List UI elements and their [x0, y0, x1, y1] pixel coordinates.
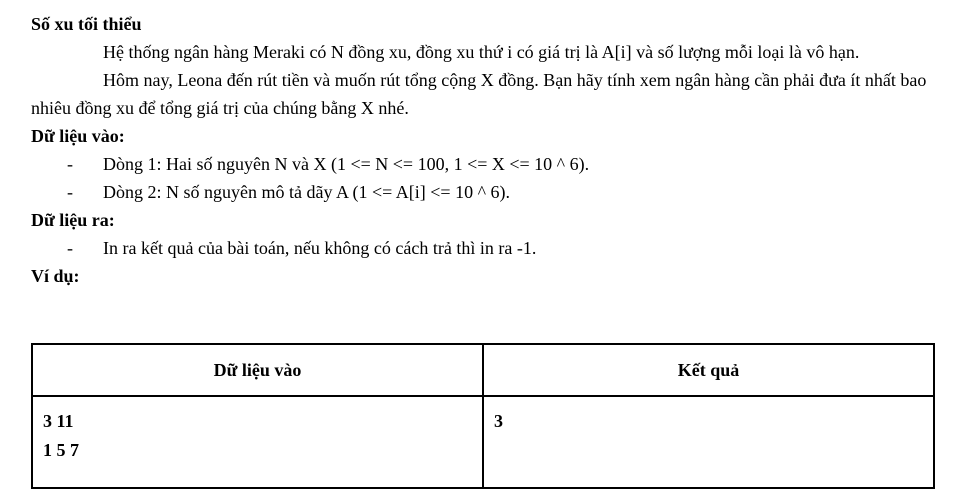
- example-table: [31, 343, 935, 489]
- input-heading: Dữ liệu vào:: [31, 126, 125, 146]
- document-body: [31, 10, 931, 290]
- problem-title: Số xu tối thiểu: [31, 14, 142, 34]
- example-input-line-2: 1 5 7: [43, 440, 79, 460]
- bullet-dash: -: [67, 154, 73, 174]
- input-item-1-text: Dòng 1: Hai số nguyên N và X (1 <= N <= 100, 1 <= X <= 10 ^ 6).: [103, 154, 590, 174]
- bullet-dash: -: [67, 238, 73, 258]
- description-paragraph-2: Hôm nay, Leona đến rút tiền và muốn rút tổng cộng X đồng. Bạn hãy tính xem ngân hàng cần phải đưa ít nhất bao nhiêu đồng xu để tổng giá trị của chúng bằng X nhé.: [31, 70, 927, 118]
- bullet-dash: -: [67, 182, 73, 202]
- input-item-1: [31, 150, 931, 178]
- example-output-cell: [483, 396, 934, 488]
- input-item-2-text: Dòng 2: N số nguyên mô tả dãy A (1 <= A[i] <= 10 ^ 6).: [103, 182, 511, 202]
- example-input-cell: [32, 396, 483, 488]
- output-item-1-text: In ra kết quả của bài toán, nếu không có cách trả thì in ra -1.: [103, 238, 537, 258]
- example-header-input: Dữ liệu vào: [32, 344, 483, 396]
- example-heading: Ví dụ:: [31, 266, 80, 286]
- example-input-line-1: 3 11: [43, 411, 74, 431]
- example-output-line-1: 3: [494, 411, 503, 431]
- description-paragraph-1: Hệ thống ngân hàng Meraki có N đồng xu, đồng xu thứ i có giá trị là A[i] và số lượng mỗi loại là vô hạn.: [103, 42, 860, 62]
- example-table-header-row: [32, 344, 934, 396]
- output-item-1: [31, 234, 931, 262]
- output-heading: Dữ liệu ra:: [31, 210, 115, 230]
- example-header-output: Kết quả: [483, 344, 934, 396]
- input-item-2: [31, 178, 931, 206]
- table-row: [32, 396, 934, 488]
